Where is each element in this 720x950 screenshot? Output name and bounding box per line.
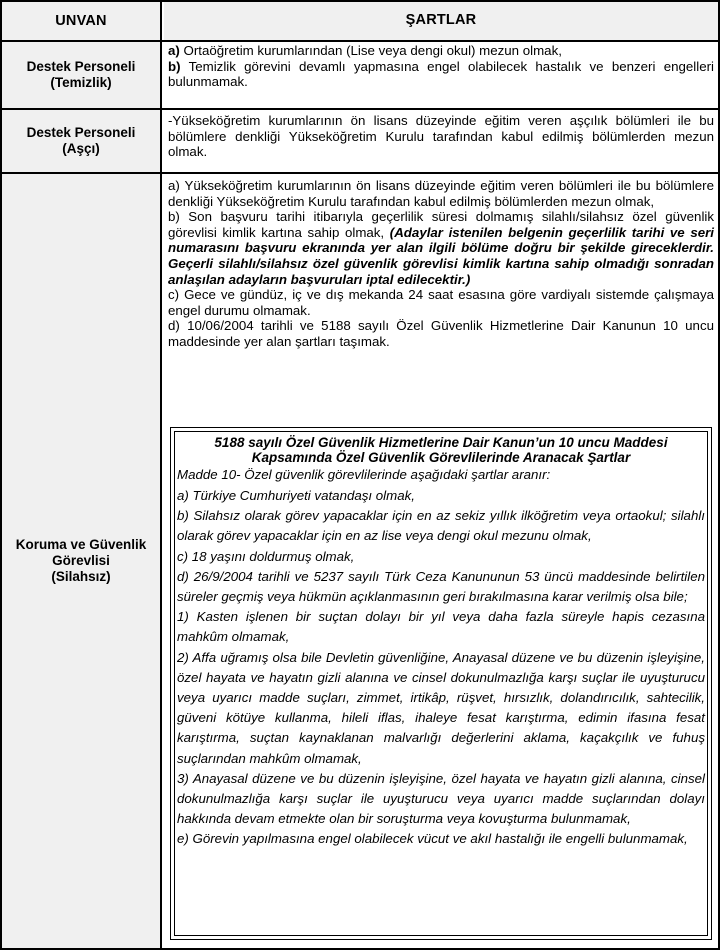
law-article-intro: Madde 10- Özel güvenlik görevlilerinde aşağıdaki şartlar aranır: xyxy=(177,467,551,482)
row-title xyxy=(2,110,162,172)
row-title xyxy=(2,174,162,948)
row-title-text: Destek Personeli (Aşçı) xyxy=(26,125,136,156)
row-title-text: Destek Personeli (Temizlik) xyxy=(26,59,136,90)
law-item: b) Silahsız olarak görev yapacaklar için en az sekiz yıllık ilköğretim veya ortaokul; silahlı olarak görev yapacaklar için en az lise veya dengi okul mezunu olmak, xyxy=(177,508,705,544)
condition-item: b) Son başvuru tarihi itibarıyla geçerlilik süresi dolmamış silahlı/silahsız özel güvenlik görevlisi kimlik kartına sahip olmak, (Adaylar istenilen belgenin geçerlilik tarihi ve seri numarasını başvuru ekranında yer alan ilgili bölüme doğru bir şekilde gireceklerdir. Geçerli silahlı/silahsız özel güvenlik görevlisi kimlik kartına sahip olmadığı sonradan anlaşılan adayların başvuruları iptal edilecektir.) xyxy=(168,209,714,287)
law-item: a) Türkiye Cumhuriyeti vatandaşı olmak, xyxy=(177,488,415,503)
row-conditions xyxy=(164,174,718,948)
law-item: e) Görevin yapılmasına engel olabilecek vücut ve akıl hastalığı ile engelli bulunmamak, xyxy=(177,831,688,847)
law-article-box xyxy=(170,427,712,940)
condition-item: c) Gece ve gündüz, iç ve dış mekanda 24 saat esasına göre vardiyalı sistemde çalışmaya engel durumu olmamak. xyxy=(168,287,714,318)
condition-item: a) Ortaöğretim kurumlarından (Lise veya dengi okul) mezun olmak, xyxy=(168,43,562,58)
row-conditions xyxy=(164,110,718,172)
table-row xyxy=(2,174,718,948)
row-title xyxy=(2,42,162,108)
condition-item: a) Yükseköğretim kurumlarının ön lisans düzeyinde eğitim veren bölümleri ile bu bölümlere denkliği Yükseköğretim Kurulu tarafından kabul edilmiş bölümlerden mezun olmak, xyxy=(168,178,714,209)
table-row xyxy=(2,110,718,174)
law-item: 1) Kasten işlenen bir suçtan dolayı bir yıl veya daha fazla süreyle hapis cezasına mahkûm olmamak, xyxy=(177,609,705,645)
law-item: 2) Affa uğramış olsa bile Devletin güvenliğine, Anayasal düzene ve bu düzenin işleyişine, özel hayata ve hayatın gizli alanına ve cinsel dokunulmazlığa karşı suçlar ile uyuşturucu veya uyarıcı madde suçları, zimmet, irtikâp, rüşvet, hırsızlık, dolandırıcılık, sahtecilik, güveni kötüye kullanma, hileli iflas, ihaleye fesat karıştırma, edimin ifasına fesat karıştırma, suçtan kaynaklanan malvarlığı değerlerini aklama, kaçakçılık ve fuhuş suçlarından mahkûm olmamak, xyxy=(177,649,705,766)
table-header-row xyxy=(2,2,718,42)
row-title-text: Koruma ve Güvenlik Görevlisi (Silahsız) xyxy=(15,537,147,584)
law-item: 3) Anayasal düzene ve bu düzenin işleyişine, özel hayata ve hayatın gizli alanına, cinsel dokunulmazlığa karşı suçlar ile uyuşturucu veya uyarıcı madde suçlarından dolayı hakkında devam etmekte olan bir soruşturma veya kovuşturma bulunmamak, xyxy=(177,770,705,827)
row-conditions xyxy=(164,42,718,108)
law-item: c) 18 yaşını doldurmuş olmak, xyxy=(177,548,355,564)
header-conditions-column: ŞARTLAR xyxy=(164,2,718,40)
condition-item: -Yükseköğretim kurumlarının ön lisans düzeyinde eğitim veren aşçılık bölümleri ile bu bölümlere denkliği Yükseköğretim Kurulu tarafından kabul edilmiş bölümlerden mezun olmak. xyxy=(168,113,714,160)
condition-item: b) Temizlik görevini devamlı yapmasına engel olabilecek hastalık ve benzeri engelleri bulunmamak. xyxy=(168,58,714,90)
condition-item: d) 10/06/2004 tarihli ve 5188 sayılı Özel Güvenlik Hizmetlerine Dair Kanunun 10 uncu maddesinde yer alan şartları taşımak. xyxy=(168,318,714,349)
header-title-column: UNVAN xyxy=(2,2,162,40)
law-item: d) 26/9/2004 tarihli ve 5237 sayılı Türk Ceza Kanununun 53 üncü maddesinde belirtilen süreler geçmiş veya hükmün açıklanmasının geri bırakılmasına karar verilmiş olsa bile; xyxy=(177,568,705,605)
table-row xyxy=(2,42,718,110)
law-article-title: 5188 sayılı Özel Güvenlik Hizmetlerine Dair Kanun’un 10 uncu Maddesi Kapsamında Özel Güvenlik Görevlilerinde Aranacak Şartlar xyxy=(214,435,668,465)
